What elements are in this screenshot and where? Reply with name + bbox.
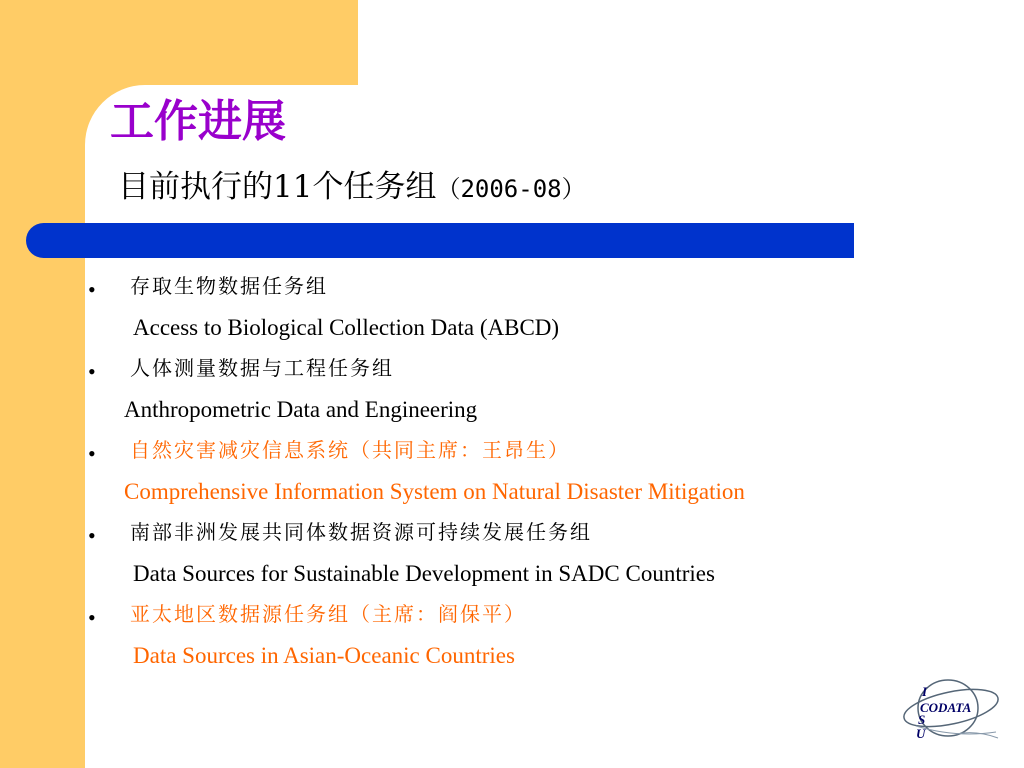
bullet-zh-line: 亚太地区数据源任务组（主席：阎保平） — [130, 602, 526, 626]
bullet-en-line: Data Sources in Asian-Oceanic Countries — [133, 643, 515, 668]
logo-letter-i: I — [922, 684, 928, 699]
bullet-en-line: Data Sources for Sustainable Development in SADC Countries — [133, 561, 715, 586]
bullet-zh-line: 人体测量数据与工程任务组 — [130, 356, 394, 380]
bullet-marker: • — [88, 523, 96, 548]
bullet-zh-line: 存取生物数据任务组 — [130, 274, 328, 298]
subtitle-main: 目前执行的11个任务组 — [118, 169, 437, 205]
slide-title: 工作进展 — [110, 96, 286, 147]
bullet-marker: • — [88, 441, 96, 466]
bullet-en-line: Anthropometric Data and Engineering — [124, 397, 478, 422]
bullet-en-line: Access to Biological Collection Data (ABCD) — [133, 315, 560, 340]
logo-letter-u: U — [916, 726, 926, 741]
bullet-marker: • — [88, 605, 96, 630]
subtitle-date: （2006-08） — [436, 175, 586, 203]
bullet-zh-line: 南部非洲发展共同体数据资源可持续发展任务组 — [130, 520, 592, 544]
logo-codata-text: CODATA — [920, 700, 972, 715]
bullet-marker: • — [88, 277, 96, 302]
bullet-marker: • — [88, 359, 96, 384]
bullet-zh-line: 自然灾害减灾信息系统（共同主席：王昂生） — [130, 438, 570, 462]
bullet-en-line: Comprehensive Information System on Natural Disaster Mitigation — [124, 479, 745, 504]
logo-letter-s: S — [918, 712, 926, 727]
codata-logo — [896, 668, 1006, 748]
